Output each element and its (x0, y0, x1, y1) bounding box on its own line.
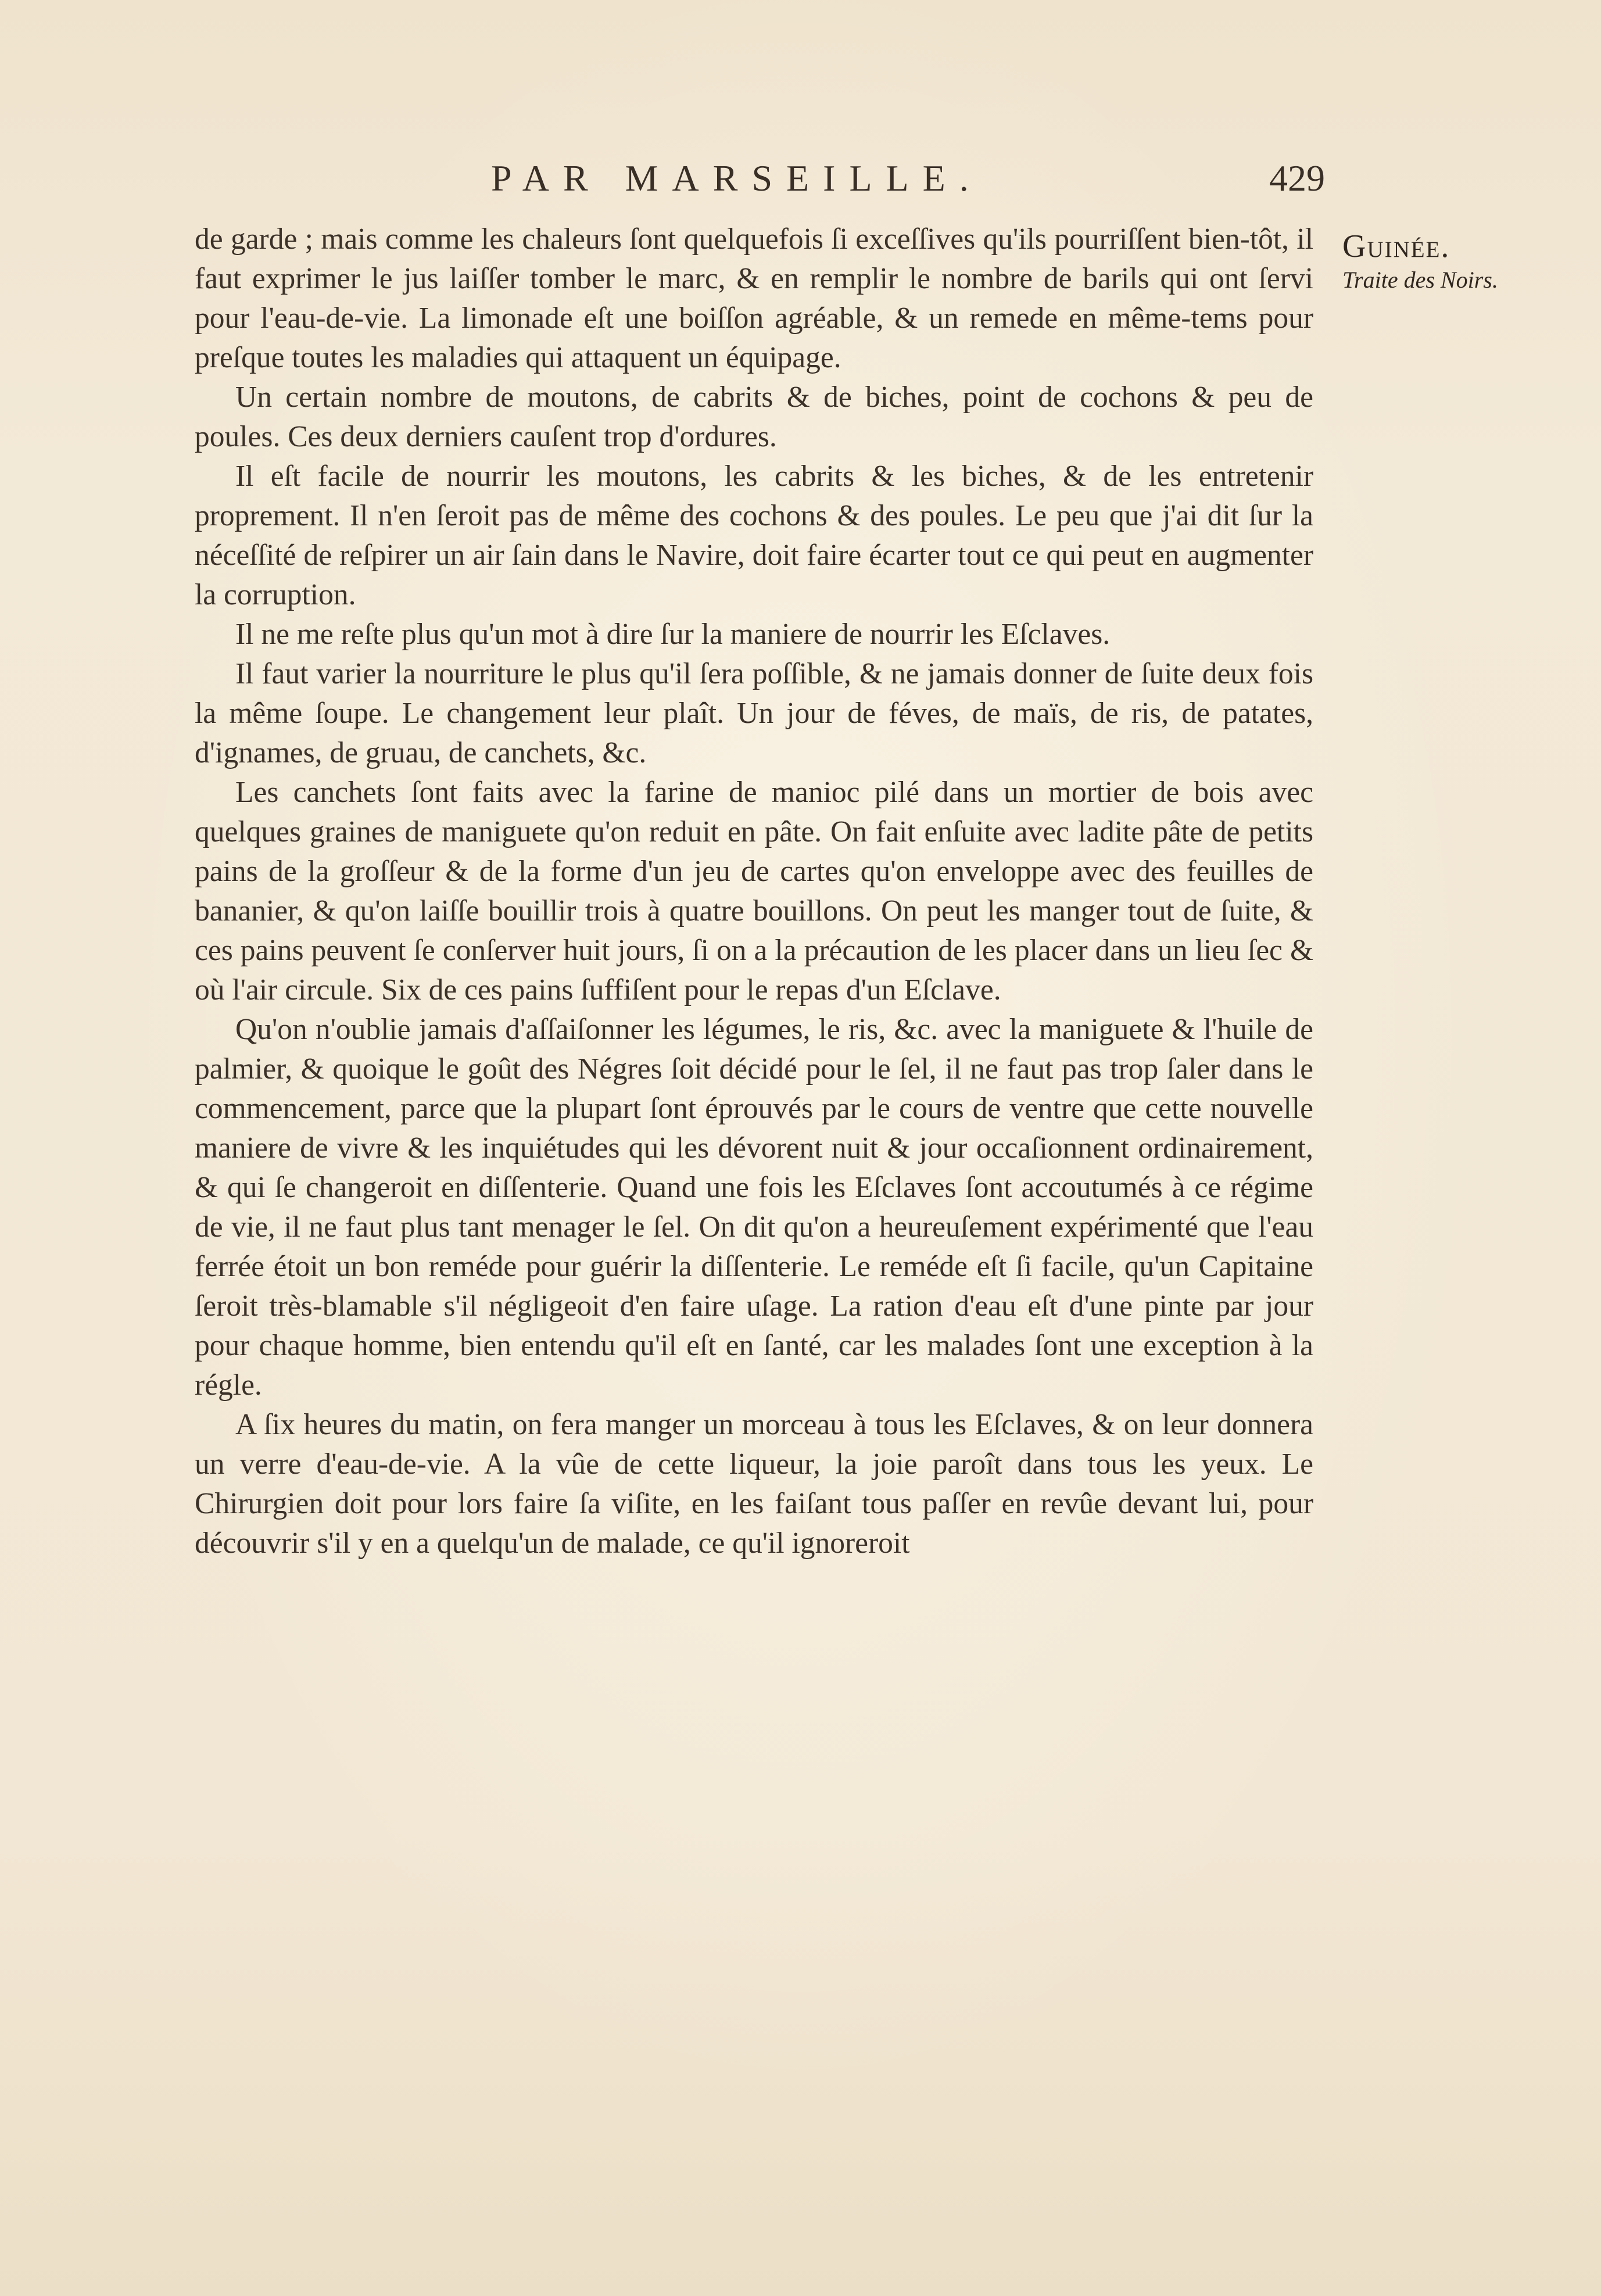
running-head (192, 157, 1325, 209)
paragraph: de garde ; mais comme les chaleurs ſont quelquefois ſi exceſſives qu'ils pourriſſent bien-tôt, il faut exprimer le jus laiſſer tomber le marc, & en remplir le nombre de barils qui ont ſervi pour l'eau-de-vie. La limonade eſt une boiſſon agréable, & un remede en même-tems pour preſque toutes les maladies qui attaquent un équipage. (195, 223, 1313, 374)
paragraph: Il faut varier la nourriture le plus qu'il ſera poſſible, & ne jamais donner de ſuite deux fois la même ſoupe. Le changement leur plaît. Un jour de féves, de maïs, de ris, de patates, d'ignames, de gruau, de canchets, &c. (195, 657, 1313, 769)
page-number: 429 (1269, 157, 1325, 199)
margin-note-subject: Traite des Noirs. (1342, 267, 1498, 293)
paragraph: A ſix heures du matin, on fera manger un morceau à tous les Eſclaves, & on leur donnera un verre d'eau-de-vie. A la vûe de cette liqueur, la joie paroît dans tous les yeux. Le Chirurgien doit pour lors faire ſa viſite, en les faiſant tous paſſer en revûe devant lui, pour découvrir s'il y en a quelqu'un de malade, ce qu'il ignoreroit (195, 1408, 1313, 1560)
paragraph: Il ne me reſte plus qu'un mot à dire ſur la maniere de nourrir les Eſclaves. (235, 618, 1111, 651)
paragraph: Il eſt facile de nourrir les moutons, les cabrits & les biches, & de les entretenir proprement. Il n'en ſeroit pas de même des cochons & des poules. Le peu que j'ai dit ſur la néceſſité de reſpirer un air ſain dans le Navire, doit faire écarter tout ce qui peut en augmenter la corruption. (195, 460, 1313, 611)
body-text (195, 220, 1313, 1563)
paragraph: Qu'on n'oublie jamais d'aſſaiſonner les légumes, le ris, &c. avec la maniguete & l'huile de palmier, & quoique le goût des Négres ſoit décidé pour le ſel, il ne faut pas trop ſaler dans le commencement, parce que la plupart ſont éprouvés par le cours de ventre que cette nouvelle maniere de vivre & les inquiétudes qui les dévorent nuit & jour occaſionnent ordinairement, & qui ſe changeroit en diſſenterie. Quand une fois les Eſclaves ſont accoutumés à ce régime de vie, il ne faut plus tant menager le ſel. On dit qu'on a heureuſement expérimenté que l'eau ferrée étoit un bon reméde pour guérir la diſſenterie. Le reméde eſt ſi facile, qu'un Capitaine ſeroit très-blamable s'il négligeoit d'en faire uſage. La ration d'eau eſt d'une pinte par jour pour chaque homme, bien entendu qu'il eſt en ſanté, car les malades ſont une exception à la régle. (195, 1013, 1313, 1402)
margin-note-region: Guinée. (1342, 228, 1450, 264)
paragraph: Un certain nombre de moutons, de cabrits & de biches, point de cochons & peu de poules. Ces deux derniers cauſent trop d'ordures. (195, 381, 1313, 453)
running-title: PAR MARSEILLE. (491, 157, 983, 199)
paragraph: Les canchets ſont faits avec la farine de manioc pilé dans un mortier de bois avec quelques graines de maniguete qu'on reduit en pâte. On fait enſuite avec ladite pâte de petits pains de la groſſeur & de la forme d'un jeu de cartes qu'on enveloppe avec des feuilles de bananier, & qu'on laiſſe bouillir trois à quatre bouillons. On peut les manger tout de ſuite, & ces pains peuvent ſe conſerver huit jours, ſi on a la précaution de les placer dans un lieu ſec & où l'air circule. Six de ces pains ſuffiſent pour le repas d'un Eſclave. (195, 776, 1313, 1006)
